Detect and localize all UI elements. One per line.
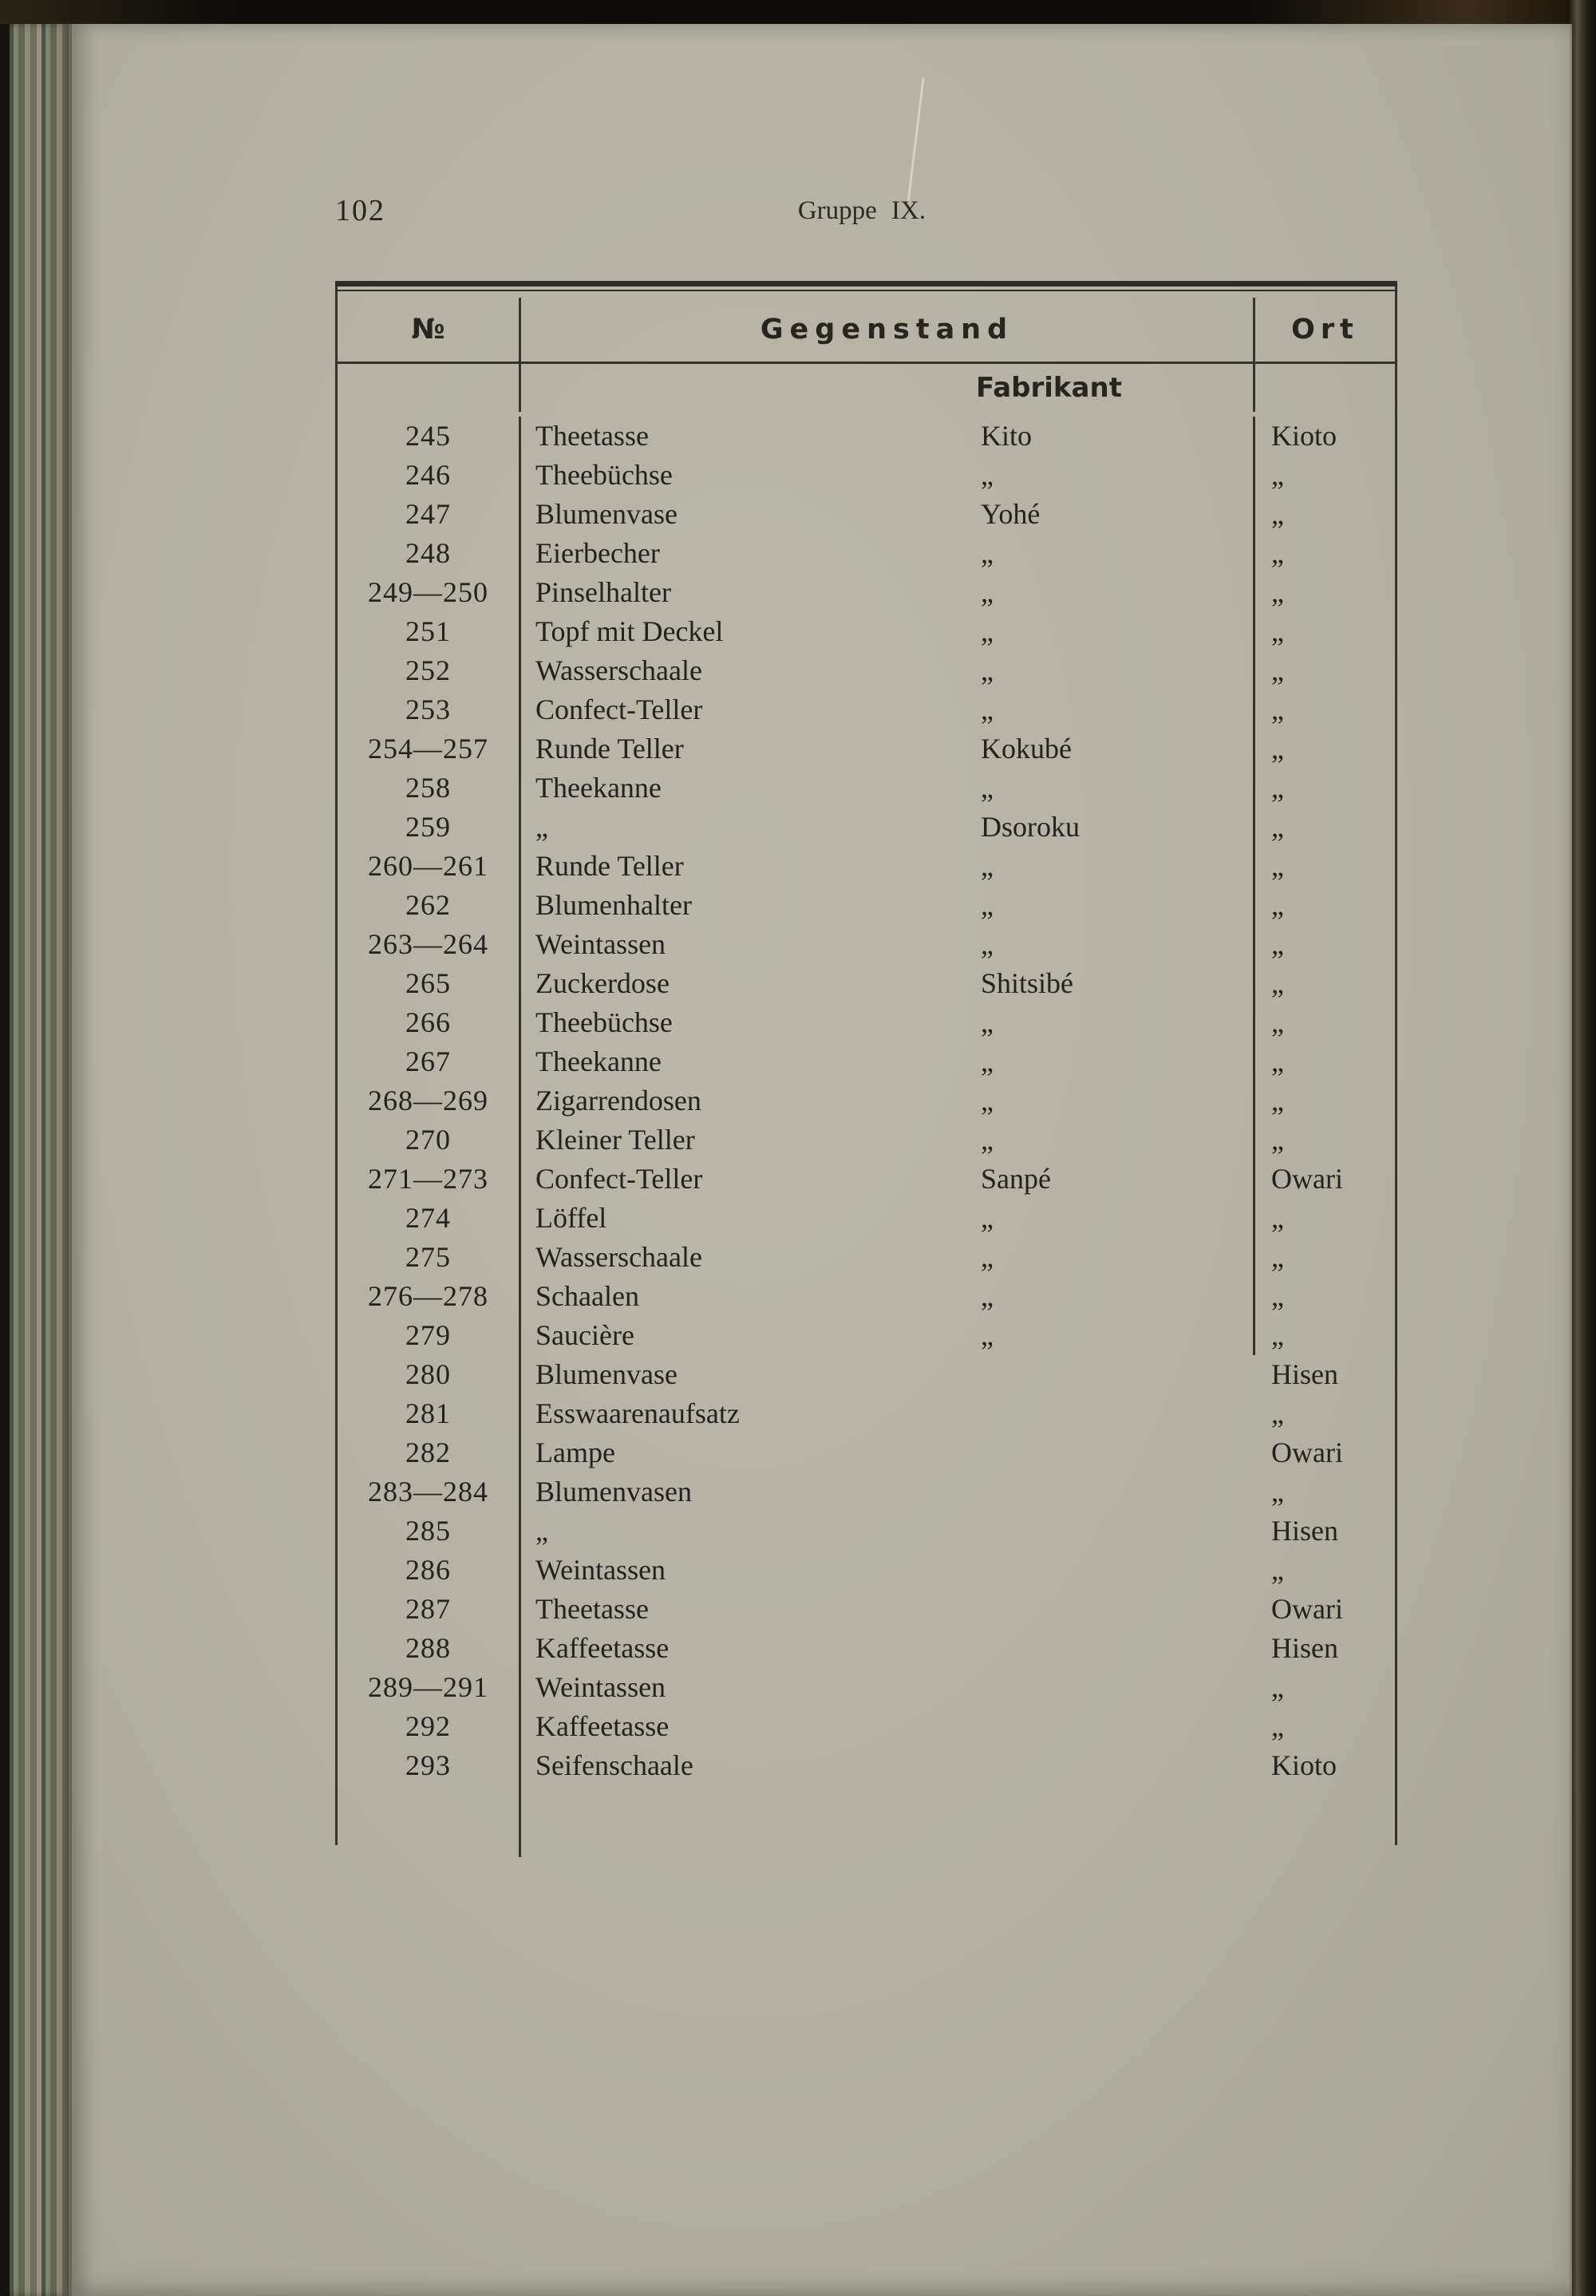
header-no: № [338, 298, 521, 362]
cell-fabrikant [968, 1590, 1255, 1629]
cell-no: 246 [338, 456, 521, 495]
cell-gegenstand: Theebüchse [535, 1006, 673, 1038]
fabrikant-label-spacer [338, 364, 521, 412]
cell-fabrikant [968, 1472, 1255, 1512]
cell-ort: „ [1271, 694, 1284, 725]
cell-no: 282 [338, 1433, 521, 1472]
cell-fabrikant [968, 1512, 1255, 1551]
cell-no: 260—261 [338, 847, 521, 886]
table-row [338, 1316, 1395, 1355]
page-stack-edge [10, 24, 72, 2296]
cell-fabrikant [968, 1746, 1255, 1785]
header-gegenstand: Gegenstand [521, 298, 1255, 362]
cell-fabrikant: „ [968, 886, 1255, 925]
header-ort: Ort [1291, 314, 1359, 346]
table-row [338, 1629, 1395, 1668]
cell-gegenstand: Blumenvase [535, 1358, 678, 1390]
cell-no: 271—273 [338, 1160, 521, 1199]
cell-fabrikant: „ [968, 456, 1255, 495]
cell-no: 254—257 [338, 729, 521, 769]
cell-fabrikant [968, 1355, 1255, 1394]
cell-fabrikant [968, 1433, 1255, 1472]
cell-ort: „ [1271, 1085, 1284, 1116]
cell-no: 275 [338, 1238, 521, 1277]
cell-ort: Kioto [1271, 420, 1337, 452]
cell-gegenstand: Zuckerdose [535, 967, 670, 999]
table-row [338, 1707, 1395, 1746]
cell-ort: „ [1271, 811, 1284, 843]
table-tail-rules [338, 1785, 521, 1857]
cell-fabrikant: „ [968, 651, 1255, 690]
cell-gegenstand: Blumenvasen [535, 1476, 692, 1508]
cell-no: 281 [338, 1394, 521, 1433]
cell-gegenstand: Weintassen [535, 928, 666, 960]
cell-gegenstand: Theekanne [535, 1045, 662, 1077]
cell-fabrikant: „ [968, 690, 1255, 729]
cell-no: 293 [338, 1746, 521, 1785]
cell-no: 280 [338, 1355, 521, 1394]
cell-ort: „ [1271, 1006, 1284, 1038]
cell-fabrikant: „ [968, 1238, 1255, 1277]
running-head: Gruppe IX. [797, 196, 926, 225]
cell-fabrikant: „ [968, 1199, 1255, 1238]
cell-no: 270 [338, 1120, 521, 1160]
cell-no: 267 [338, 1042, 521, 1081]
table-row [338, 456, 1395, 495]
cell-no: 245 [338, 417, 521, 456]
cell-no: 292 [338, 1707, 521, 1746]
cell-fabrikant: „ [968, 1042, 1255, 1081]
cell-no: 266 [338, 1003, 521, 1042]
cell-ort: „ [1271, 576, 1284, 608]
table-header-row [338, 298, 1395, 364]
cell-ort: „ [1271, 1045, 1284, 1077]
cell-fabrikant: „ [968, 1120, 1255, 1160]
cell-no: 263—264 [338, 925, 521, 964]
cell-no: 288 [338, 1629, 521, 1668]
cell-fabrikant: „ [968, 769, 1255, 808]
cell-fabrikant: Yohé [968, 495, 1255, 534]
cell-fabrikant: „ [968, 1316, 1255, 1355]
cell-fabrikant: Dsoroku [968, 808, 1255, 847]
table-row [338, 1081, 1395, 1120]
cell-fabrikant: „ [968, 534, 1255, 573]
table-row [338, 729, 1395, 769]
cell-gegenstand: Kaffeetasse [535, 1632, 670, 1664]
cell-fabrikant [968, 1668, 1255, 1707]
table-row [338, 1238, 1395, 1277]
table-row [338, 769, 1395, 808]
cell-no: 249—250 [338, 573, 521, 612]
cell-gegenstand: Weintassen [535, 1671, 666, 1703]
cell-gegenstand: Theekanne [535, 772, 662, 804]
fabrikant-label-spacer [521, 364, 968, 412]
table-row [338, 1003, 1395, 1042]
fabrikant-label-row [338, 364, 1395, 412]
cell-ort: „ [1271, 889, 1284, 921]
cell-gegenstand: Löffel [535, 1202, 607, 1234]
cell-fabrikant: „ [968, 1081, 1255, 1120]
table-row [338, 847, 1395, 886]
cell-ort: „ [1271, 537, 1284, 569]
table-row [338, 1277, 1395, 1316]
fabrikant-column-label: Fabrikant [968, 364, 1255, 412]
table-body [338, 412, 1395, 1785]
cell-gegenstand: Kaffeetasse [535, 1710, 670, 1742]
cell-no: 276—278 [338, 1277, 521, 1316]
cell-ort: „ [1271, 498, 1284, 530]
table-row [338, 1120, 1395, 1160]
cell-ort: „ [1271, 1241, 1284, 1273]
table-row [338, 1199, 1395, 1238]
cell-fabrikant [968, 1629, 1255, 1668]
cell-ort: „ [1271, 1710, 1284, 1742]
book-page [72, 24, 1572, 2296]
cell-gegenstand: Pinselhalter [535, 576, 671, 608]
cell-ort: Owari [1271, 1436, 1343, 1468]
cell-gegenstand: Theebüchse [535, 459, 673, 491]
cell-ort: Owari [1271, 1163, 1343, 1195]
cell-ort: „ [1271, 1671, 1284, 1703]
table-row [338, 1394, 1395, 1433]
table-row [338, 417, 1395, 456]
cell-gegenstand: Wasserschaale [535, 1241, 702, 1273]
table-row [338, 1590, 1395, 1629]
cell-gegenstand: Esswaarenaufsatz [535, 1397, 740, 1429]
page-number: 102 [335, 194, 385, 227]
cell-gegenstand: Saucière [535, 1319, 634, 1351]
cell-gegenstand: Runde Teller [535, 733, 684, 765]
cell-no: 285 [338, 1512, 521, 1551]
cell-ort: „ [1271, 772, 1284, 804]
cell-ort: Hisen [1271, 1515, 1338, 1547]
cell-gegenstand: Kleiner Teller [535, 1124, 695, 1156]
cell-ort: „ [1271, 615, 1284, 647]
cell-ort: Hisen [1271, 1632, 1338, 1664]
cell-gegenstand: Wasserschaale [535, 654, 702, 686]
book-right-edge [1569, 0, 1596, 2296]
cell-ort: „ [1271, 1319, 1284, 1351]
table-row [338, 1746, 1395, 1785]
cell-no: 252 [338, 651, 521, 690]
cell-no: 286 [338, 1551, 521, 1590]
cell-no: 287 [338, 1590, 521, 1629]
cell-gegenstand: Theetasse [535, 1593, 649, 1625]
table-row [338, 690, 1395, 729]
table-row [338, 964, 1395, 1003]
cell-gegenstand: Confect-Teller [535, 694, 703, 725]
cell-no: 274 [338, 1199, 521, 1238]
table-row [338, 612, 1395, 651]
cell-gegenstand: „ [535, 811, 548, 843]
fabrikant-label-spacer [1255, 364, 1395, 412]
cell-ort: Owari [1271, 1593, 1343, 1625]
table-tail-rules [521, 1785, 1395, 1857]
cell-fabrikant: „ [968, 1277, 1255, 1316]
cell-gegenstand: Blumenvase [535, 498, 678, 530]
table-row [338, 573, 1395, 612]
cell-fabrikant: „ [968, 573, 1255, 612]
cell-ort: „ [1271, 733, 1284, 765]
cell-gegenstand: Schaalen [535, 1280, 639, 1312]
book-top-edge [0, 0, 1596, 24]
cell-gegenstand: Runde Teller [535, 850, 684, 882]
cell-gegenstand: Theetasse [535, 420, 649, 452]
table-row [338, 534, 1395, 573]
table-row [338, 1668, 1395, 1707]
cell-no: 283—284 [338, 1472, 521, 1512]
cell-fabrikant: Sanpé [968, 1160, 1255, 1199]
cell-fabrikant [968, 1394, 1255, 1433]
cell-fabrikant: „ [968, 925, 1255, 964]
cell-ort: „ [1271, 1476, 1284, 1508]
cell-ort: „ [1271, 928, 1284, 960]
scratch-artifact [907, 77, 924, 204]
cell-fabrikant: Kokubé [968, 729, 1255, 769]
cell-fabrikant [968, 1707, 1255, 1746]
catalog-table [335, 281, 1397, 1845]
cell-no: 279 [338, 1316, 521, 1355]
cell-gegenstand: Weintassen [535, 1554, 666, 1586]
cell-no: 248 [338, 534, 521, 573]
cell-ort: Hisen [1271, 1358, 1338, 1390]
cell-gegenstand: Zigarrendosen [535, 1085, 701, 1116]
cell-no: 262 [338, 886, 521, 925]
cell-fabrikant: „ [968, 1003, 1255, 1042]
cell-fabrikant: Shitsibé [968, 964, 1255, 1003]
cell-no: 247 [338, 495, 521, 534]
table-row [338, 1551, 1395, 1590]
cell-gegenstand: „ [535, 1515, 548, 1547]
table-row [338, 651, 1395, 690]
cell-ort: „ [1271, 459, 1284, 491]
table-top-rule [335, 281, 1397, 298]
cell-fabrikant: Kito [968, 417, 1255, 456]
table-tail-rules [338, 1785, 1395, 1857]
table-row [338, 1512, 1395, 1551]
table-row [338, 1472, 1395, 1512]
cell-fabrikant: „ [968, 847, 1255, 886]
table-row [338, 925, 1395, 964]
cell-gegenstand: Seifenschaale [535, 1749, 693, 1781]
cell-ort: „ [1271, 1280, 1284, 1312]
cell-ort: „ [1271, 850, 1284, 882]
table-row [338, 886, 1395, 925]
cell-ort: Kioto [1271, 1749, 1337, 1781]
cell-fabrikant [968, 1551, 1255, 1590]
cell-ort: „ [1271, 1397, 1284, 1429]
table-row [338, 1160, 1395, 1199]
cell-gegenstand: Confect-Teller [535, 1163, 703, 1195]
table-row [338, 1355, 1395, 1394]
cell-gegenstand: Topf mit Deckel [535, 615, 724, 647]
cell-gegenstand: Blumenhalter [535, 889, 692, 921]
cell-no: 259 [338, 808, 521, 847]
cell-gegenstand: Lampe [535, 1436, 615, 1468]
cell-no: 253 [338, 690, 521, 729]
cell-ort: „ [1271, 1124, 1284, 1156]
table-row [338, 1042, 1395, 1081]
cell-no: 289—291 [338, 1668, 521, 1707]
table-row [338, 495, 1395, 534]
cell-ort: „ [1271, 967, 1284, 999]
cell-ort: „ [1271, 1202, 1284, 1234]
cell-fabrikant: „ [968, 612, 1255, 651]
cell-no: 265 [338, 964, 521, 1003]
cell-no: 268—269 [338, 1081, 521, 1120]
table-row [338, 808, 1395, 847]
cell-no: 258 [338, 769, 521, 808]
cell-ort: „ [1271, 1554, 1284, 1586]
table-row [338, 1433, 1395, 1472]
cell-ort: „ [1271, 654, 1284, 686]
cell-no: 251 [338, 612, 521, 651]
cell-gegenstand: Eierbecher [535, 537, 660, 569]
